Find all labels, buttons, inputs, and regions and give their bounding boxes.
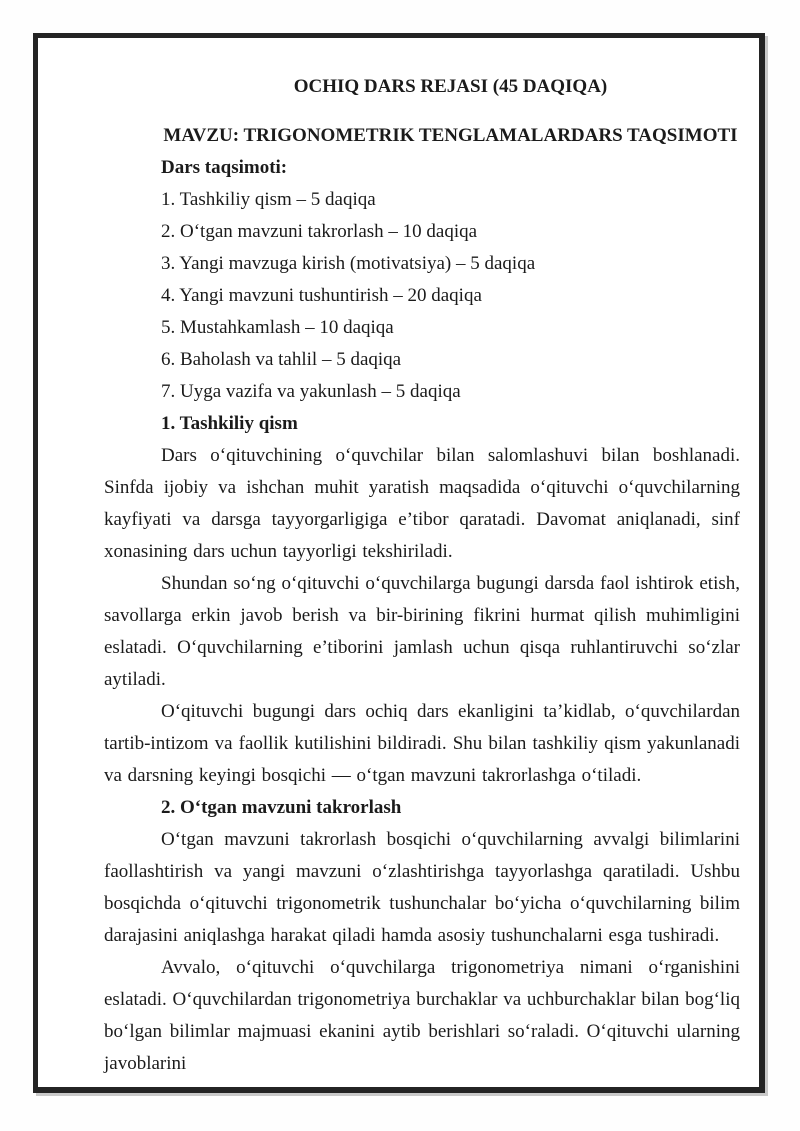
plan-item: 6. Baholash va tahlil – 5 daqiqa [161,349,402,370]
paragraph: O‘qituvchi bugungi dars ochiq dars ekanligini ta’kidlab, o‘quvchilardan tartib-intizom va faollik kutilishini bildiradi. Shu bilan tashkiliy qism yakunlanadi va darsning keyingi bosqichi — o‘tgan mavzuni takrorlashga o‘tiladi. [104,701,740,786]
plan-item: 3. Yangi mavzuga kirish (motivatsiya) – 5 daqiqa [161,253,536,274]
plan-item: 2. O‘tgan mavzuni takrorlash – 10 daqiqa [161,221,478,242]
page-frame [33,33,765,1093]
section-heading: 1. Tashkiliy qism [161,413,298,434]
plan-label: Dars taqsimoti: [161,157,288,178]
section-otgan-mavzuni-takrorlash [104,792,740,1080]
plan-list [104,184,740,408]
plan-item: 7. Uyga vazifa va yakunlash – 5 daqiqa [161,381,461,402]
subject-heading: MAVZU: TRIGONOMETRIK TENGLAMALARDARS TAQSIMOTI [163,125,738,146]
paragraph: O‘tgan mavzuni takrorlash bosqichi o‘quvchilarning avvalgi bilimlarini faollashtirish va yangi mavzuni o‘zlashtirishga tayyorlashga qaratiladi. Ushbu bosqichda o‘qituvchi trigonometrik tushunchalar bo‘yicha o‘quvchilarning bilim darajasini aniqlashga harakat qiladi hamda asosiy tushunchalarni esga tushiradi. [104,829,740,946]
plan-item: 5. Mustahkamlash – 10 daqiqa [161,317,394,338]
plan-item: 1. Tashkiliy qism – 5 daqiqa [161,189,376,210]
paragraph: Shundan so‘ng o‘qituvchi o‘quvchilarga bugungi darsda faol ishtirok etish, savollarga erkin javob berish va bir-birining fikrini hurmat qilish muhimligini eslatadi. O‘quvchilarning e’tiborini jamlash uchun qisqa ruhlantiruvchi so‘zlar aytiladi. [104,573,740,690]
document-title: OCHIQ DARS REJASI (45 DAQIQA) [293,76,608,97]
paragraph: Avvalo, o‘qituvchi o‘quvchilarga trigonometriya nimani o‘rganishini eslatadi. O‘quvchilardan trigonometriya burchaklar va uchburchaklar bilan bog‘liq bo‘lgan bilimlar majmuasi ekanini aytib berishlari so‘raladi. O‘qituvchi ularning javoblarini [104,957,740,1074]
section-tashkiliy-qism [104,408,740,792]
paragraph: Dars o‘qituvchining o‘quvchilar bilan salomlashuvi bilan boshlanadi. Sinfda ijobiy va ishchan muhit yaratish maqsadida o‘qituvchi o‘quvchilarning kayfiyati va darsga tayyorgarligiga e’tibor qaratadi. Davomat aniqlanadi, sinf xonasining dars uchun tayyorligi tekshiriladi. [104,445,740,562]
page-content [38,38,759,1080]
plan-item: 4. Yangi mavzuni tushuntirish – 20 daqiqa [161,285,482,306]
section-heading: 2. O‘tgan mavzuni takrorlash [161,797,402,818]
